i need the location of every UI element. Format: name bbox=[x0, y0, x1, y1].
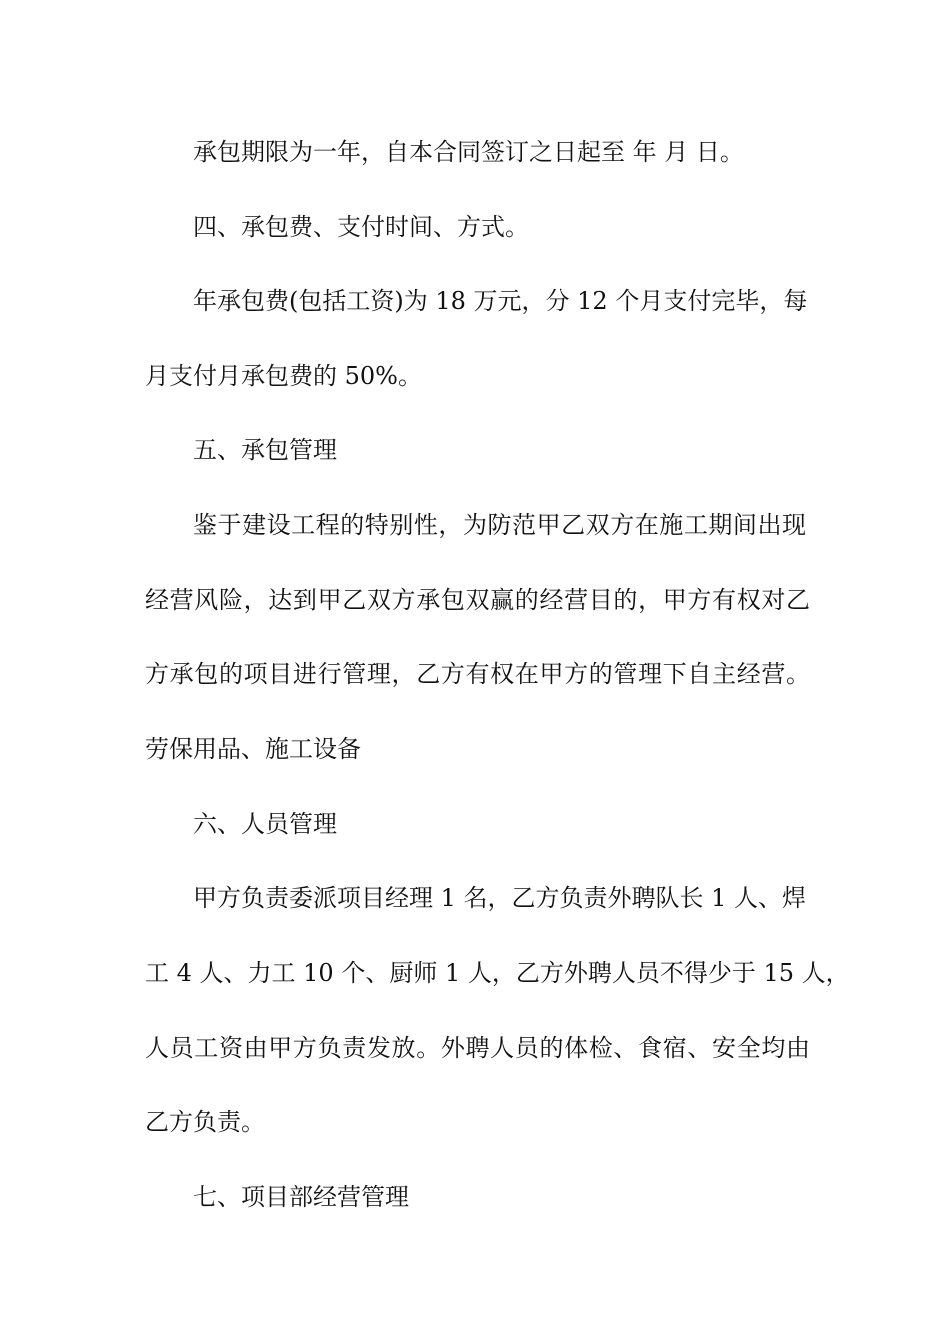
text-line: 月支付月承包费的 50%。 bbox=[145, 362, 422, 390]
text-line: 工 4 人、力工 10 个、厨师 1 人，乙方外聘人员不得少于 15 人， bbox=[145, 959, 850, 987]
text-line: 乙方负责。 bbox=[145, 1108, 265, 1136]
text-line: 年承包费(包括工资)为 18 万元，分 12 个月支付完毕，每 bbox=[193, 287, 808, 315]
text-line: 人员工资由甲方负责发放。外聘人员的体检、食宿、安全均由 bbox=[145, 1034, 810, 1062]
text-line: 鉴于建设工程的特别性，为防范甲乙双方在施工期间出现 bbox=[193, 511, 806, 539]
text-line: 劳保用品、施工设备 bbox=[145, 735, 361, 763]
section-heading: 七、项目部经营管理 bbox=[193, 1183, 409, 1211]
text-line: 甲方负责委派项目经理 1 名，乙方负责外聘队长 1 人、焊 bbox=[193, 884, 807, 912]
section-heading: 四、承包费、支付时间、方式。 bbox=[193, 213, 529, 241]
text-line: 承包期限为一年，自本合同签订之日起至 年 月 日。 bbox=[193, 138, 744, 166]
section-heading: 六、人员管理 bbox=[193, 810, 337, 838]
section-heading: 五、承包管理 bbox=[193, 436, 337, 464]
text-line: 经营风险，达到甲乙双方承包双赢的经营目的，甲方有权对乙 bbox=[145, 586, 810, 614]
text-line: 方承包的项目进行管理，乙方有权在甲方的管理下自主经营。 bbox=[145, 660, 810, 688]
